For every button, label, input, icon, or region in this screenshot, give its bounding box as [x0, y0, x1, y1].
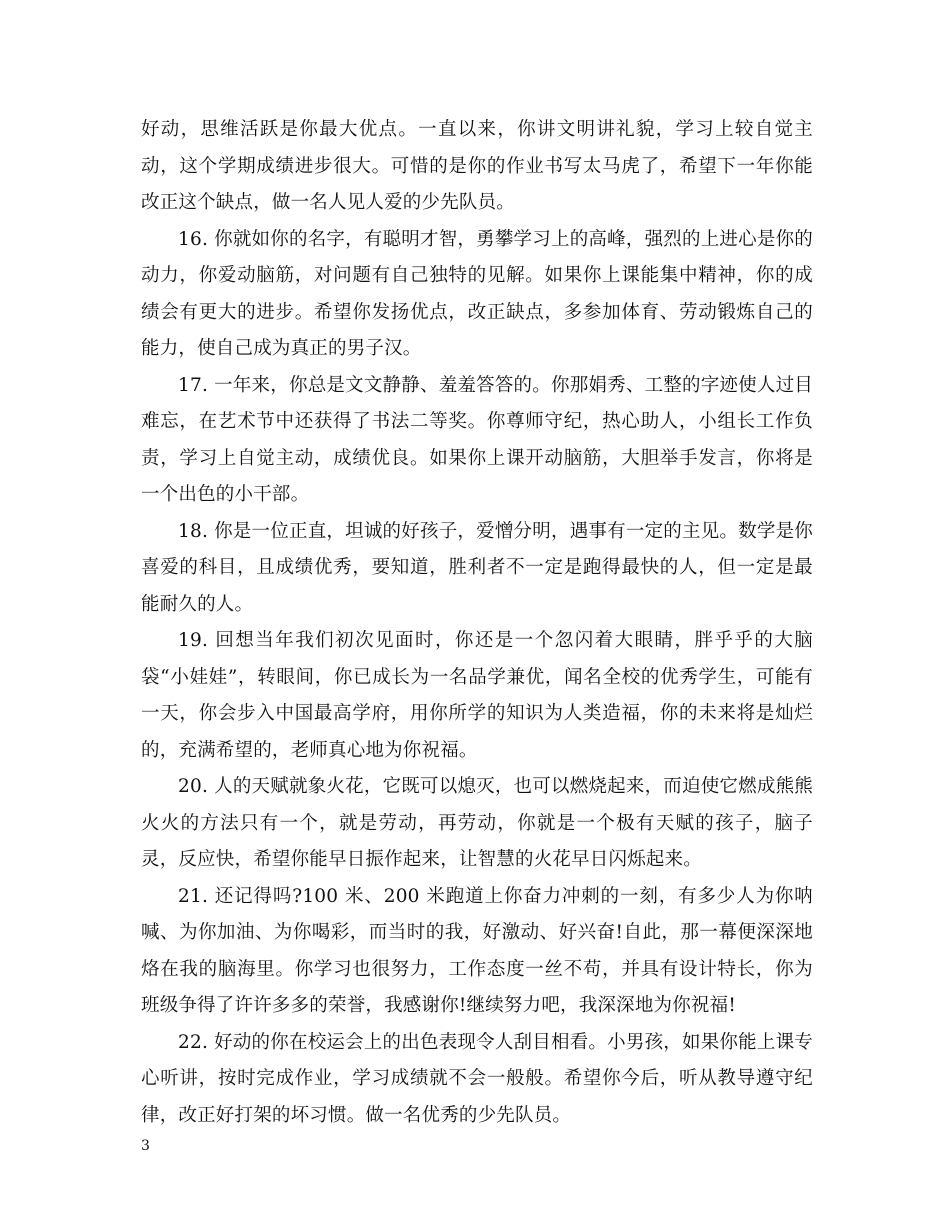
paragraph-20: 20. 人的天赋就象火花，它既可以熄灭，也可以燃烧起来，而迫使它燃成熊熊火火的方法只有一个，就是劳动，再劳动，你就是一个极有天赋的孩子，脑子灵，反应快，希望你能早日振作起来，让智慧的火花早日闪烁起来。: [141, 776, 813, 870]
page-number: 3: [141, 1138, 150, 1154]
paragraph-16: 16. 你就如你的名字，有聪明才智，勇攀学习上的高峰，强烈的上进心是你的动力，你爱动脑筋，对问题有自己独特的见解。如果你上课能集中精神，你的成绩会有更大的进步。希望你发扬优点，改正缺点，多参加体育、劳动锻炼自己的能力，使自己成为真正的男子汉。: [141, 228, 813, 359]
paragraph-21: 21. 还记得吗?100 米、200 米跑道上你奋力冲刺的一刻，有多少人为你呐喊、为你加油、为你喝彩，而当时的我，好激动、好兴奋!自此，那一幕便深深地烙在我的脑海里。你学习也很努力，工作态度一丝不苟，并具有设计特长，你为班级争得了许许多多的荣誉，我感谢你!继续努力吧，我深深地为你祝福!: [141, 885, 813, 1016]
paragraph-continued: 好动，思维活跃是你最大优点。一直以来，你讲文明讲礼貌，学习上较自觉主动，这个学期成绩进步很大。可惜的是你的作业书写太马虎了，希望下一年你能改正这个缺点，做一名人见人爱的少先队员。: [141, 119, 813, 213]
paragraph-18: 18. 你是一位正直，坦诚的好孩子，爱憎分明，遇事有一定的主见。数学是你喜爱的科目，且成绩优秀，要知道，胜利者不一定是跑得最快的人，但一定是最能耐久的人。: [141, 520, 813, 615]
paragraph-19: 19. 回想当年我们初次见面时，你还是一个忽闪着大眼睛，胖乎乎的大脑袋“小娃娃”，转眼间，你已成长为一名品学兼优，闻名全校的优秀学生，可能有一天，你会步入中国最高学府，用你所学的知识为人类造福，你的未来将是灿烂的，充满希望的，老师真心地为你祝福。: [141, 630, 813, 761]
paragraph-17: 17. 一年来，你总是文文静静、羞羞答答的。你那娟秀、工整的字迹使人过目难忘，在艺术节中还获得了书法二等奖。你尊师守纪，热心助人，小组长工作负责，学习上自觉主动，成绩优良。如果你上课开动脑筋，大胆举手发言，你将是一个出色的小干部。: [141, 374, 813, 505]
paragraph-22: 22. 好动的你在校运会上的出色表现令人刮目相看。小男孩，如果你能上课专心听讲，按时完成作业，学习成绩就不会一般般。希望你今后，听从教导遵守纪律，改正好打架的坏习惯。做一名优秀的少先队员。: [141, 1031, 813, 1126]
body-text: [141, 112, 813, 1134]
